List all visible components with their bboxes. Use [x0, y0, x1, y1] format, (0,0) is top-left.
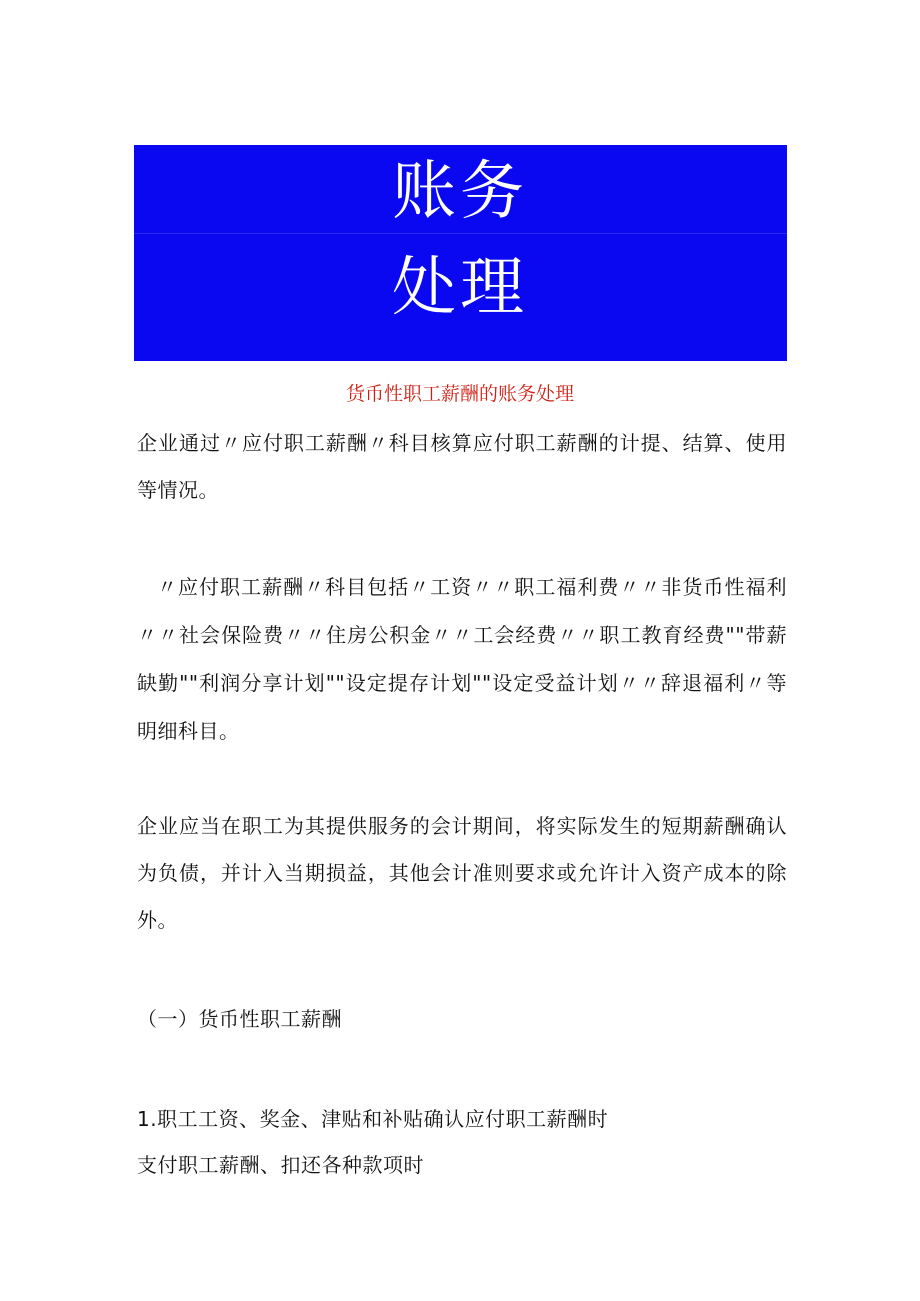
banner-divider [134, 233, 787, 234]
section-heading: （一）货币性职工薪酬 [137, 1007, 342, 1031]
document-subtitle: 货币性职工薪酬的账务处理 [345, 383, 574, 405]
paragraph-recognition: 企业应当在职工为其提供服务的会计期间，将实际发生的短期薪酬确认为负债，并计入当期损益，其他会计准则要求或允许计入资产成本的除外。 [137, 814, 787, 932]
banner-title-line-1: 账务 [392, 155, 528, 229]
banner-title-line-2: 处理 [392, 251, 528, 325]
list-item-2: 支付职工薪酬、扣还各种款项时 [137, 1153, 424, 1177]
list-item-1: 1.职工工资、奖金、津贴和补贴确认应付职工薪酬时 [137, 1107, 609, 1131]
paragraph-subjects: 〃应付职工薪酬〃科目包括〃工资〃〃职工福利费〃〃非货币性福利〃〃社会保险费〃〃住房公积金〃〃工会经费〃〃职工教育经费""带薪缺勤""利润分享计划""设定提存计划""设定受益计划〃〃辞退福利〃等明细科目。 [137, 575, 787, 743]
paragraph-intro: 企业通过〃应付职工薪酬〃科目核算应付职工薪酬的计提、结算、使用等情况。 [137, 431, 787, 502]
